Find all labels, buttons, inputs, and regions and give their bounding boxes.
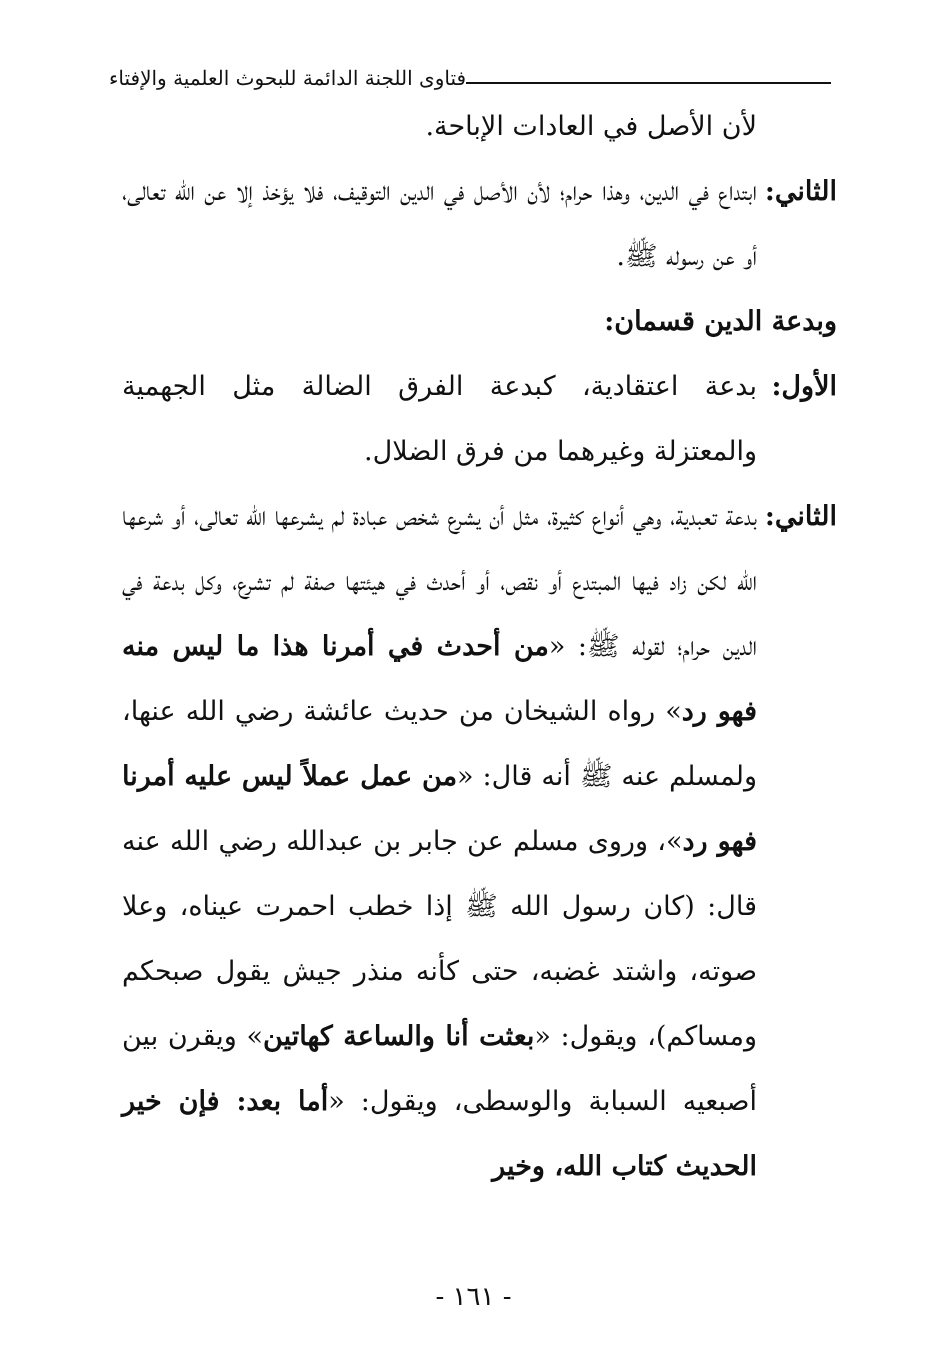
paragraph-origin-habits: لأن الأصل في العادات الإباحة. — [425, 111, 757, 142]
header-rule — [466, 82, 831, 84]
entry-label-second: الثاني: — [764, 176, 837, 207]
entry-text-first: بدعة اعتقادية، كبدعة الفرق الضالة مثل الجهمية والمعتزلة وغيرهما من فرق الضلال. — [122, 371, 757, 467]
text-run: » رواه الشيخان من حديث عائشة رضي الله عنها، ولمسلم عنه ﷺ أنه قال: « — [122, 696, 757, 792]
entry-text-second-devotional — [122, 484, 757, 1199]
text-run: »، وروى مسلم عن جابر بن عبدالله رضي الله عنه قال: (كان رسول الله ﷺ إذا خطب احمرت عيناه، وعلا صوته، واشتد غضبه، حتى كأنه منذر جيش يقول صبحكم ومساكم)، ويقول: « — [122, 826, 757, 1052]
entry-second-devotional — [122, 484, 837, 1199]
header-title: فتاوى اللجنة الدائمة للبحوث العلمية والإفتاء — [109, 66, 467, 90]
text-run: » ويقرن بين أصبعيه السبابة والوسطى، ويقول: « — [122, 1021, 757, 1117]
entry-text-second: ابتداع في الدين، وهذا حرام؛ لأن الأصل في الدين التوقيف، فلا يؤخذ إلا عن الله تعالى، أو عن رسوله ﷺ. — [122, 176, 757, 272]
section-heading: وبدعة الدين قسمان: — [604, 306, 837, 337]
entry-label-second-devotional: الثاني: — [764, 501, 837, 532]
hadith-quote-bold: أما بعد: فإن خير الحديث كتاب الله، وخير — [122, 1086, 757, 1182]
hadith-quote-bold: من عمل عملاً ليس عليه أمرنا فهو رد — [122, 761, 757, 857]
running-header — [109, 54, 837, 88]
hadith-quote-bold: من أحدث في أمرنا هذا ما ليس منه فهو رد — [122, 631, 757, 727]
entry-label-first: الأول: — [771, 371, 837, 402]
text-run: بدعة تعبدية، وهي أنواع كثيرة، مثل أن يشرع شخص عبادة لم يشرعها الله تعالى، أو شرعها الله لكن زاد فيها المبتدع أو نقص، أو أحدث في هيئتها صفة لم تشرع، وكل بدعة في الدين حرام؛ لقوله ﷺ: « — [122, 501, 758, 662]
entry-first-creedal — [122, 354, 837, 484]
entry-second-religious — [122, 159, 837, 289]
page-number: - ١٦١ - — [435, 1282, 512, 1312]
body-text — [122, 94, 837, 1199]
hadith-quote-bold: بعثت أنا والساعة كهاتين — [263, 1021, 535, 1052]
